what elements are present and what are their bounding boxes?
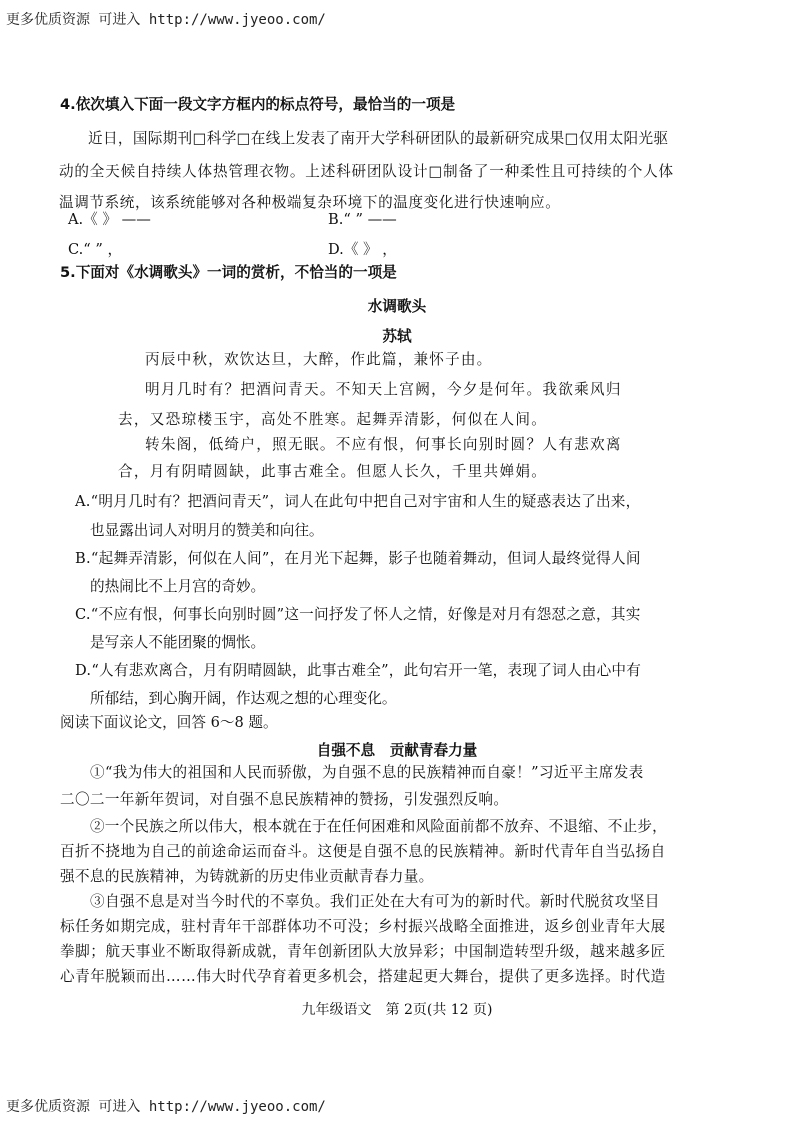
q5-option-c-cont: 是写亲人不能团聚的惆怅。 xyxy=(90,634,266,651)
reading-paragraph-line: 二〇二一年新年贺词，对自强不息民族精神的赞扬，引发强烈反响。 xyxy=(60,791,509,808)
page-info: 九年级语文 第 2页(共 12 页) xyxy=(301,1002,493,1018)
header-text: 更多优质资源 可进入 http://www.jyeoo.com/ xyxy=(6,12,326,28)
q4-option-b: B.“ ” —— xyxy=(328,211,397,228)
poem-line: 去，又恐琼楼玉宇，高处不胜寒。起舞弄清影，何似在人间。 xyxy=(118,411,548,428)
q5-stem: 5.下面对《水调歌头》一词的赏析，不恰当的一项是 xyxy=(60,264,397,281)
q4-stem: 4.依次填入下面一段文字方框内的标点符号，最恰当的一项是 xyxy=(60,96,456,113)
q5-option-d-cont: 所郁结，到心胸开阔，作达观之想的心理变化。 xyxy=(90,690,397,707)
q4-option-d: D.《 》 ， xyxy=(328,241,397,258)
q5-option-d: D.“人有悲欢离合，月有阴晴圆缺，此事古难全”，此句宕开一笔，表现了词人由心中有 xyxy=(75,662,642,679)
reading-paragraph-line: 心青年脱颖而出……伟大时代孕育着更多机会，搭建起更大舞台，提供了更多选择。时代造 xyxy=(60,968,666,985)
footer-text: 更多优质资源 可进入 http://www.jyeoo.com/ xyxy=(6,1099,326,1115)
reading-paragraph-line: 百折不挠地为自己的前途命运而奋斗。这便是自强不息的民族精神。新时代青年自当弘扬自 xyxy=(60,843,666,860)
poem-line: 合，月有阴晴圆缺，此事古难全。但愿人长久，千里共婵娟。 xyxy=(118,463,548,480)
q5-option-a: A.“明月几时有？把酒问青天”，词人在此句中把自己对宇宙和人生的疑惑表达了出来， xyxy=(75,493,641,510)
reading-paragraph-line: ①“我为伟大的祖国和人民而骄傲，为自强不息的民族精神而自豪！”习近平主席发表 xyxy=(90,764,644,781)
reading-paragraph-line: ③自强不息是对当今时代的不辜负。我们正处在大有可为的新时代。新时代脱贫攻坚目 xyxy=(90,893,660,910)
q5-option-a-cont: 也显露出词人对明月的赞美和向往。 xyxy=(90,522,324,539)
q4-option-a: A.《 》 —— xyxy=(68,211,151,228)
q5-option-c: C.“不应有恨，何事长向别时圆”这一问抒发了怀人之情，好像是对月有怨怼之意，其实 xyxy=(75,606,641,623)
reading-intro: 阅读下面议论文，回答 6～8 题。 xyxy=(60,714,278,731)
q4-passage-line: 温调节系统，该系统能够对各种极端复杂环境下的温度变化进行快速响应。 xyxy=(59,194,561,211)
poem-author: 苏轼 xyxy=(382,328,412,345)
poem-title: 水调歌头 xyxy=(367,298,427,315)
q4-passage-line: 近日，国际期刊□科学□在线上发表了南开大学科研团队的最新研究成果□仅用太阳光驱 xyxy=(88,130,669,147)
poem-line: 明月几时有？把酒问青天。不知天上宫阙，今夕是何年。我欲乘风归 xyxy=(145,381,622,398)
q4-option-c: C.“ ” ， xyxy=(68,241,123,258)
reading-paragraph-line: ②一个民族之所以伟大，根本就在于在任何困难和风险面前都不放弃、不退缩、不止步， xyxy=(90,818,667,835)
reading-paragraph-line: 强不息的民族精神，为铸就新的历史伟业贡献青春力量。 xyxy=(60,868,434,885)
q5-option-b: B.“起舞弄清影，何似在人间”，在月光下起舞，影子也随着舞动，但词人最终觉得人间 xyxy=(75,550,641,567)
reading-paragraph-line: 标任务如期完成，驻村青年干部群体功不可没；乡村振兴战略全面推进，返乡创业青年大展 xyxy=(60,918,666,935)
reading-paragraph-line: 拳脚；航天事业不断取得新成就，青年创新团队大放异彩；中国制造转型升级，越来越多匠 xyxy=(60,943,666,960)
poem-line: 转朱阁，低绮户，照无眠。不应有恨，何事长向别时圆？人有悲欢离 xyxy=(145,436,622,453)
reading-title: 自强不息 贡献青春力量 xyxy=(316,742,478,759)
poem-line: 丙辰中秋，欢饮达旦，大醉，作此篇，兼怀子由。 xyxy=(145,351,493,368)
q5-option-b-cont: 的热闹比不上月宫的奇妙。 xyxy=(90,578,266,595)
q4-passage-line: 动的全天候自持续人体热管理衣物。上述科研团队设计□制备了一种柔性且可持续的个人体 xyxy=(59,163,674,180)
